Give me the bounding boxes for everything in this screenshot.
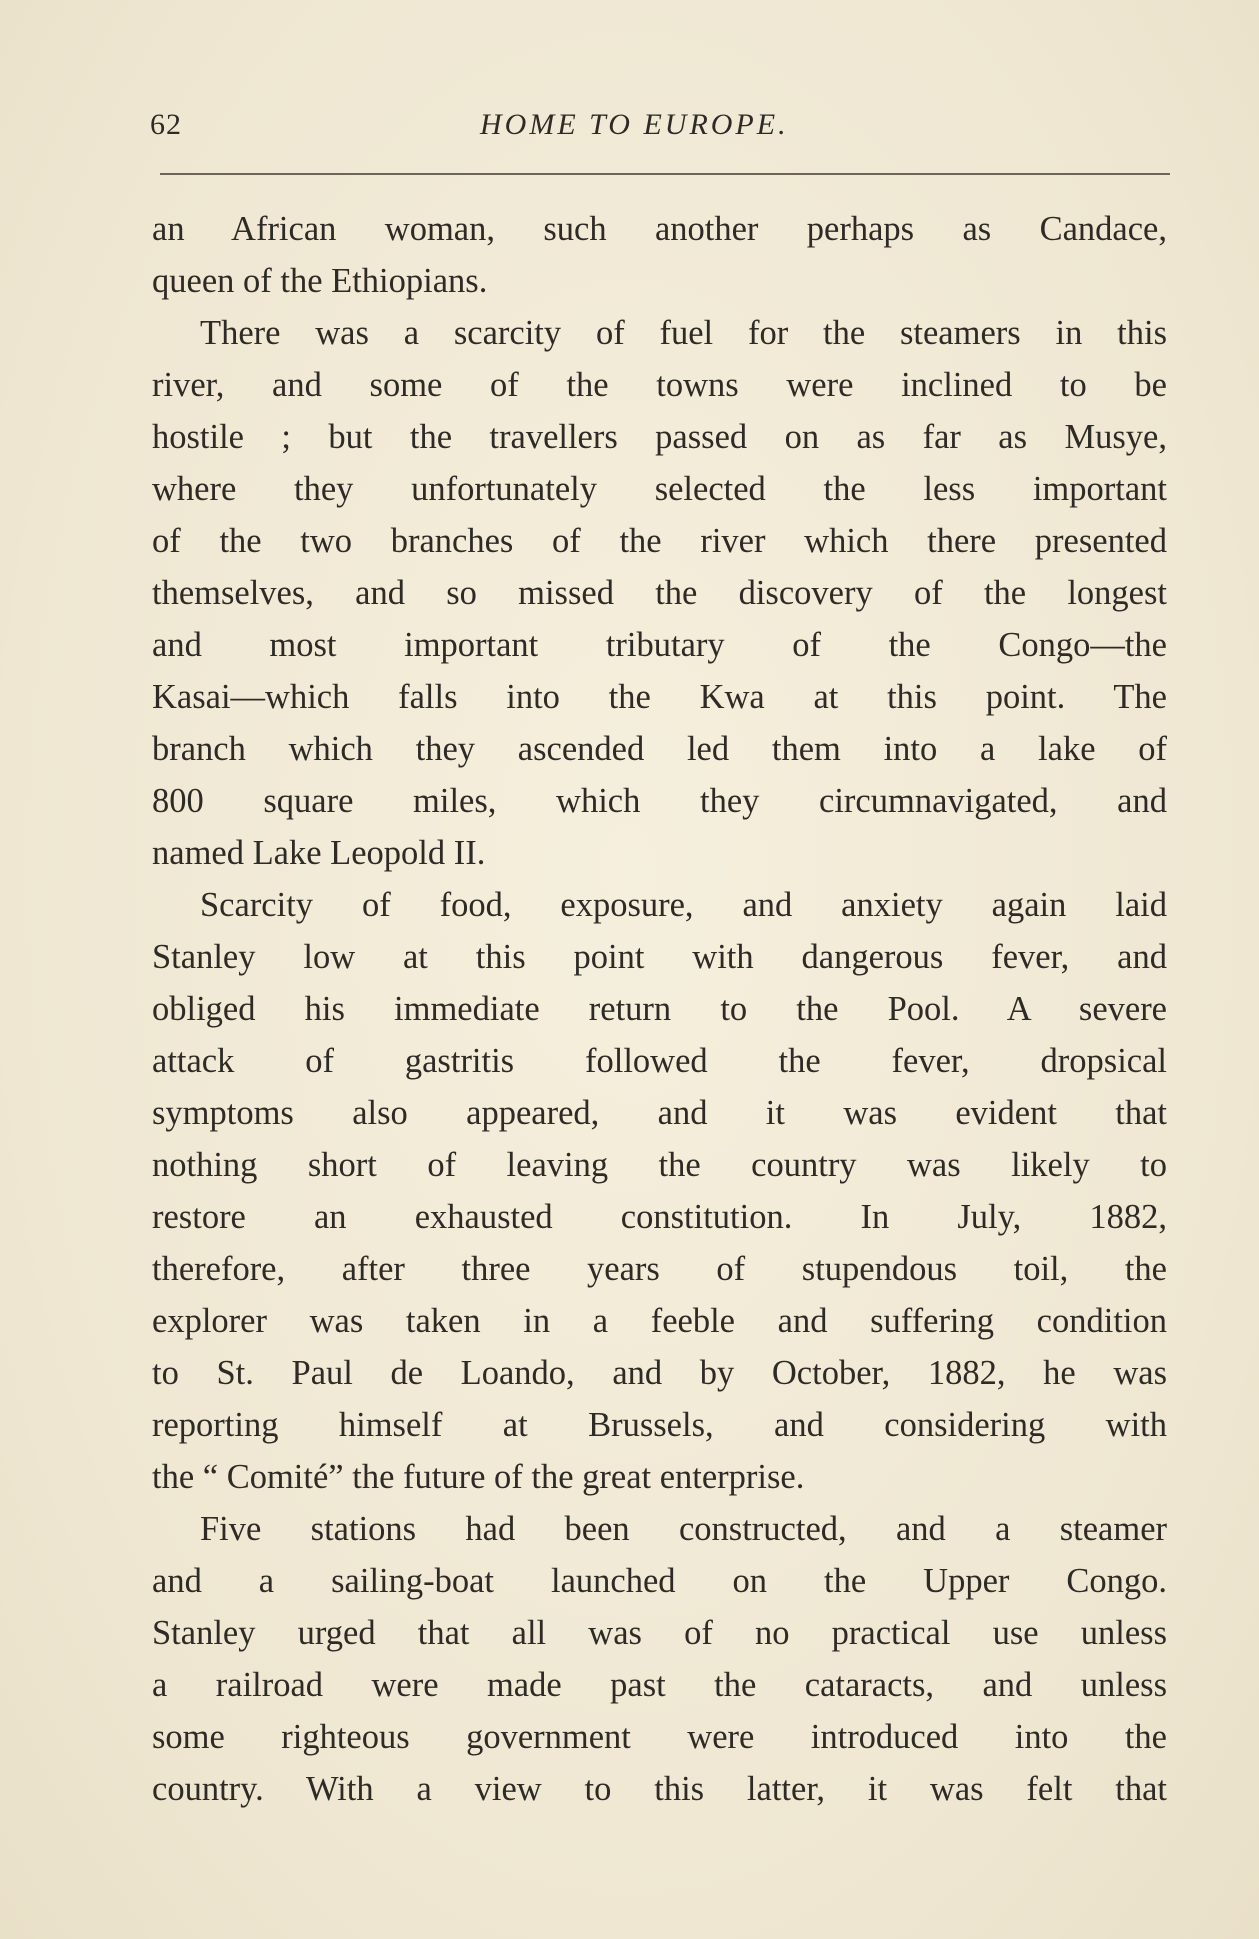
text-line: an African woman, such another perhaps as Candace, bbox=[152, 210, 1167, 248]
text-line: therefore, after three years of stupendous toil, the bbox=[152, 1250, 1167, 1288]
text-line: obliged his immediate return to the Pool. A severe bbox=[152, 990, 1167, 1028]
text-line: river, and some of the towns were inclined to be bbox=[152, 366, 1167, 404]
text-line: of the two branches of the river which there presented bbox=[152, 522, 1167, 560]
text-line: There was a scarcity of fuel for the steamers in this bbox=[200, 314, 1167, 352]
text-line: queen of the Ethiopians. bbox=[152, 262, 488, 300]
page-number: 62 bbox=[150, 108, 182, 141]
text-line: Stanley low at this point with dangerous fever, and bbox=[152, 938, 1167, 976]
text-line: themselves, and so missed the discovery of the longest bbox=[152, 574, 1167, 612]
header-rule bbox=[160, 173, 1170, 175]
text-line: symptoms also appeared, and it was evident that bbox=[152, 1094, 1167, 1132]
text-line: hostile ; but the travellers passed on as far as Musye, bbox=[152, 418, 1167, 456]
text-line: a railroad were made past the cataracts, and unless bbox=[152, 1666, 1167, 1704]
text-line: attack of gastritis followed the fever, dropsical bbox=[152, 1042, 1167, 1080]
body-text bbox=[152, 203, 1167, 1815]
text-line: branch which they ascended led them into a lake of bbox=[152, 730, 1167, 768]
text-line: explorer was taken in a feeble and suffering condition bbox=[152, 1302, 1167, 1340]
text-line: to St. Paul de Loando, and by October, 1882, he was bbox=[152, 1354, 1167, 1392]
text-line: and most important tributary of the Congo—the bbox=[152, 626, 1167, 664]
text-line: reporting himself at Brussels, and considering with bbox=[152, 1406, 1167, 1444]
page-header bbox=[150, 108, 1170, 158]
text-line: and a sailing-boat launched on the Upper Congo. bbox=[152, 1562, 1167, 1600]
text-line: Kasai—which falls into the Kwa at this point. The bbox=[152, 678, 1167, 716]
text-line: named Lake Leopold II. bbox=[152, 834, 486, 872]
running-title: HOME TO EUROPE. bbox=[480, 108, 789, 141]
text-line: restore an exhausted constitution. In July, 1882, bbox=[152, 1198, 1167, 1236]
text-line: the “ Comité” the future of the great enterprise. bbox=[152, 1458, 805, 1496]
text-line: 800 square miles, which they circumnavigated, and bbox=[152, 782, 1167, 820]
text-line: nothing short of leaving the country was likely to bbox=[152, 1146, 1167, 1184]
text-line: some righteous government were introduced into the bbox=[152, 1718, 1167, 1756]
text-line: where they unfortunately selected the less important bbox=[152, 470, 1167, 508]
text-line: country. With a view to this latter, it was felt that bbox=[152, 1770, 1167, 1808]
text-line: Five stations had been constructed, and a steamer bbox=[200, 1510, 1167, 1548]
text-line: Stanley urged that all was of no practical use unless bbox=[152, 1614, 1167, 1652]
text-line: Scarcity of food, exposure, and anxiety again laid bbox=[200, 886, 1167, 924]
